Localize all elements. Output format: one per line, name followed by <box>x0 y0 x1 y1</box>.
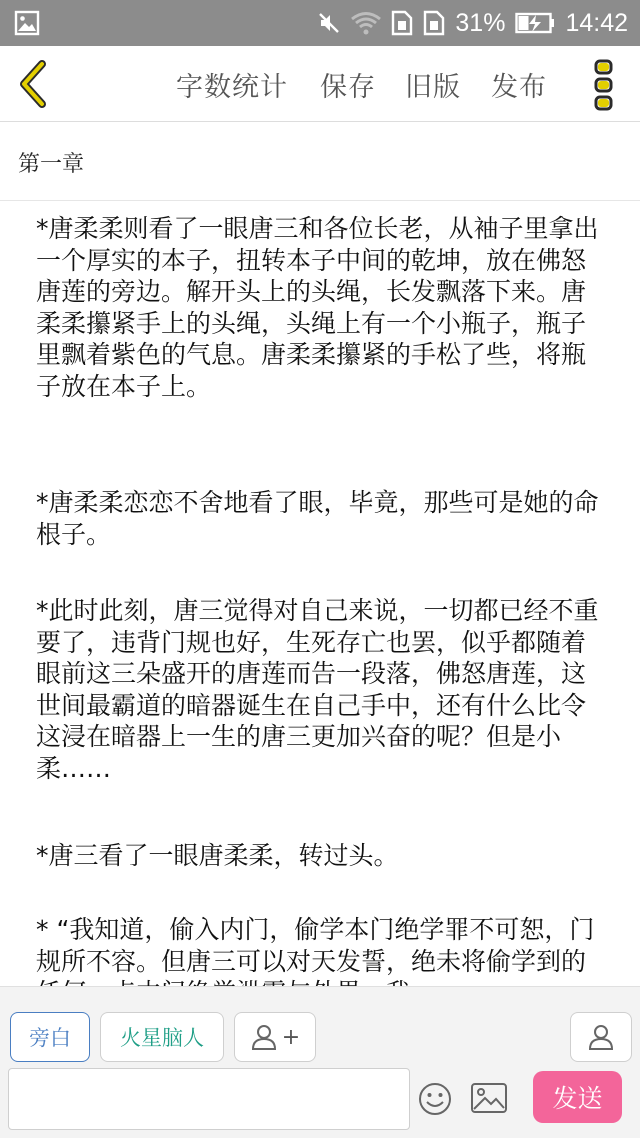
more-vertical-icon <box>588 58 620 112</box>
paragraph: * “我知道，偷入内门，偷学本门绝学罪不可恕，门规所不容。但唐三可以对天发誓，绝未将偷学到的 <box>36 915 595 976</box>
chapter-title: 第一章 <box>18 152 85 177</box>
person-icon <box>587 1023 615 1051</box>
sim-icon <box>423 10 445 36</box>
paragraph: *唐三看了一眼唐柔柔，转过头。 <box>36 841 399 870</box>
add-character-button[interactable] <box>234 1012 316 1062</box>
wifi-icon <box>351 11 381 35</box>
paragraph: *唐柔柔恋恋不舍地看了眼，毕竟，那些可是她的命根子。 <box>36 488 599 549</box>
image-button[interactable] <box>470 1082 508 1114</box>
input-panel <box>0 986 640 1138</box>
editor-toolbar <box>0 46 640 122</box>
word-count-button[interactable]: 字数统计 <box>176 72 288 103</box>
send-button[interactable] <box>533 1071 622 1123</box>
send-label: 发送 <box>552 1084 603 1113</box>
image-icon <box>470 1082 508 1114</box>
chevron-left-icon <box>12 58 56 110</box>
mute-icon <box>317 11 341 35</box>
character-button[interactable] <box>100 1012 224 1062</box>
sim-icon <box>391 10 413 36</box>
paragraph: *唐柔柔则看了一眼唐三和各位长老，从袖子里拿出一个厚实的本子，扭转本子中间的乾坤，放在佛怒唐莲的旁边。解开头上的头绳，长发飘落下来。唐柔柔攥紧手上的头绳，头绳上有一个小瓶子，瓶子里飘着紫色的气息。唐柔柔攥紧的手松了些，将瓶子放在本子上。 <box>36 214 599 401</box>
smiley-icon <box>418 1082 452 1116</box>
more-menu-button[interactable] <box>588 58 620 112</box>
message-input[interactable] <box>8 1068 410 1130</box>
chapter-content[interactable] <box>0 202 640 986</box>
narration-button[interactable] <box>10 1012 90 1062</box>
gallery-icon <box>14 10 40 36</box>
back-button[interactable] <box>12 58 56 110</box>
status-bar <box>0 0 640 46</box>
person-icon <box>250 1023 278 1051</box>
clock: 14:42 <box>565 8 628 37</box>
character-label: 火星脑人 <box>120 1026 204 1050</box>
paragraph: *此时此刻，唐三觉得对自己来说，一切都已经不重要了，违背门规也好，生死存亡也罢，似乎都随着眼前这三朵盛开的唐莲而告一段落，佛怒唐莲，这世间最霸道的暗器诞生在自己手中，还有什么比令这浸在暗器上一生的唐三更加兴奋的呢？但是小柔…… <box>36 596 599 783</box>
publish-button[interactable]: 发布 <box>491 72 547 103</box>
chapter-title-field[interactable] <box>0 123 640 201</box>
emoji-button[interactable] <box>418 1082 452 1116</box>
battery-charging-icon <box>515 12 555 34</box>
plus-icon: + <box>281 1024 301 1050</box>
battery-percent: 31% <box>455 8 506 37</box>
save-button[interactable]: 保存 <box>320 72 376 103</box>
character-list-button[interactable] <box>570 1012 632 1062</box>
old-version-button[interactable]: 旧版 <box>405 72 461 103</box>
narration-label: 旁白 <box>29 1026 71 1050</box>
